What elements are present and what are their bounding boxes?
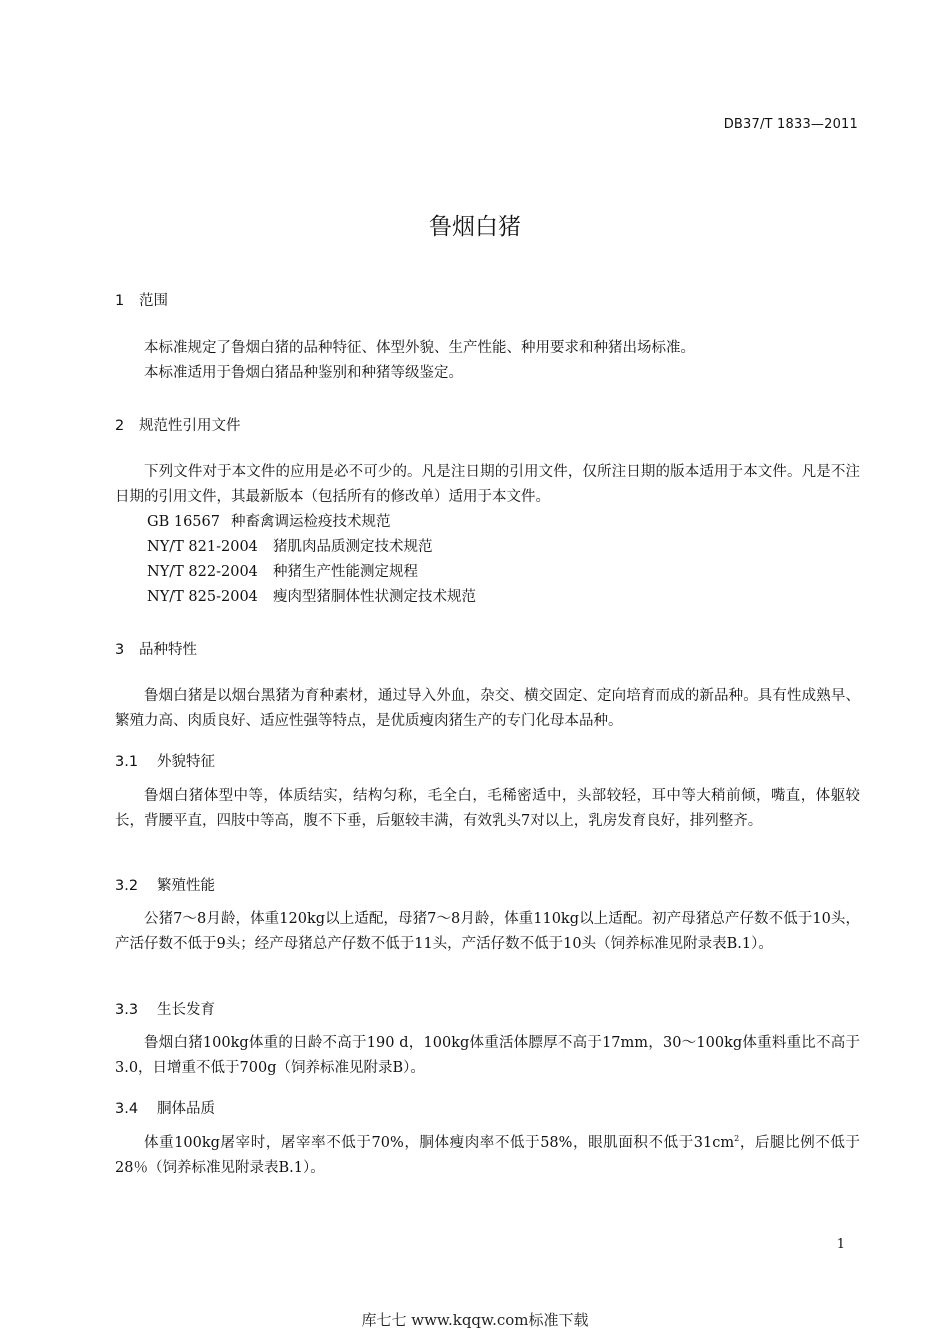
subsection-3-4-heading (115, 1097, 215, 1118)
section-1-heading (115, 289, 168, 310)
superscript: 2 (734, 1134, 740, 1144)
subsection-title: 繁殖性能 (157, 878, 215, 894)
section-2-heading (115, 414, 241, 435)
reference-code: NY/T 822-2004 (147, 564, 258, 580)
reference-item (147, 510, 391, 531)
subsection-title: 外貌特征 (157, 754, 215, 770)
section-number: 3 (115, 642, 125, 658)
section-2-paragraph: 下列文件对于本文件的应用是必不可少的。凡是注日期的引用文件，仅所注日期的版本适用于本文件。凡是不注日期的引用文件，其最新版本（包括所有的修改单）适用于本文件。 (115, 464, 860, 505)
subsection-3-1-paragraph: 鲁烟白猪体型中等，体质结实，结构匀称，毛全白，毛稀密适中，头部较轻，耳中等大稍前倾，嘴直，体躯较长，背腰平直，四肢中等高，腹不下垂，后躯较丰满，有效乳头7对以上，乳房发育良好，排列整齐。 (115, 788, 860, 829)
subsection-3-2-heading (115, 874, 215, 895)
reference-name: 瘦肉型猪胴体性状测定技术规范 (273, 589, 476, 605)
section-number: 1 (115, 293, 125, 309)
subsection-title: 胴体品质 (157, 1101, 215, 1117)
subsection-number: 3.2 (115, 878, 139, 894)
paragraph-text: 体重100kg屠宰时，屠宰率不低于70%，胴体瘦肉率不低于58%，眼肌面积不低于31cm (144, 1135, 735, 1151)
reference-code: NY/T 821-2004 (147, 539, 258, 555)
subsection-title: 生长发育 (157, 1002, 215, 1018)
section-3-heading (115, 638, 197, 659)
reference-code: NY/T 825-2004 (147, 589, 258, 605)
section-1-paragraph-2: 本标准适用于鲁烟白猪品种鉴别和种猪等级鉴定。 (144, 365, 463, 381)
subsection-number: 3.1 (115, 754, 139, 770)
section-title: 品种特性 (139, 642, 197, 658)
section-title: 规范性引用文件 (139, 418, 241, 434)
subsection-number: 3.4 (115, 1101, 139, 1117)
subsection-3-2-paragraph: 公猪7～8月龄，体重120kg以上适配，母猪7～8月龄，体重110kg以上适配。初产母猪总产仔数不低于10头，产活仔数不低于9头；经产母猪总产仔数不低于11头，产活仔数不低于10头（饲养标准见附录表B.1）。 (115, 911, 860, 952)
footer-watermark: 库七七 www.kqqw.com标准下载 (361, 1311, 589, 1329)
subsection-3-1-heading (115, 750, 215, 771)
reference-item (147, 560, 418, 581)
page-number: 1 (836, 1237, 845, 1252)
section-1-paragraph-1: 本标准规定了鲁烟白猪的品种特征、体型外貌、生产性能、种用要求和种猪出场标准。 (144, 340, 695, 356)
section-number: 2 (115, 418, 125, 434)
paragraph-text: ，后腿比例不低于28％（饲养标准见附录表B.1）。 (115, 1135, 860, 1176)
section-3-paragraph: 鲁烟白猪是以烟台黑猪为育种素材，通过导入外血，杂交、横交固定、定向培育而成的新品种。具有性成熟早、繁殖力高、肉质良好、适应性强等特点，是优质瘦肉猪生产的专门化母本品种。 (115, 688, 860, 729)
standard-code: DB37/T 1833—2011 (723, 117, 858, 132)
subsection-3-3-paragraph: 鲁烟白猪100kg体重的日龄不高于190 d，100kg体重活体膘厚不高于17mm，30～100kg体重料重比不高于3.0，日增重不低于700g（饲养标准见附录B）。 (115, 1035, 860, 1076)
subsection-number: 3.3 (115, 1002, 139, 1018)
reference-name: 猪肌肉品质测定技术规范 (273, 539, 433, 555)
reference-name: 种猪生产性能测定规程 (273, 564, 418, 580)
reference-name: 种畜禽调运检疫技术规范 (231, 514, 391, 530)
reference-code: GB 16567 (147, 514, 220, 530)
reference-item (147, 585, 476, 606)
subsection-3-3-heading (115, 998, 215, 1019)
section-title: 范围 (139, 293, 168, 309)
document-title: 鲁烟白猪 (429, 214, 521, 240)
reference-item (147, 535, 433, 556)
subsection-3-4-paragraph (115, 1131, 860, 1180)
